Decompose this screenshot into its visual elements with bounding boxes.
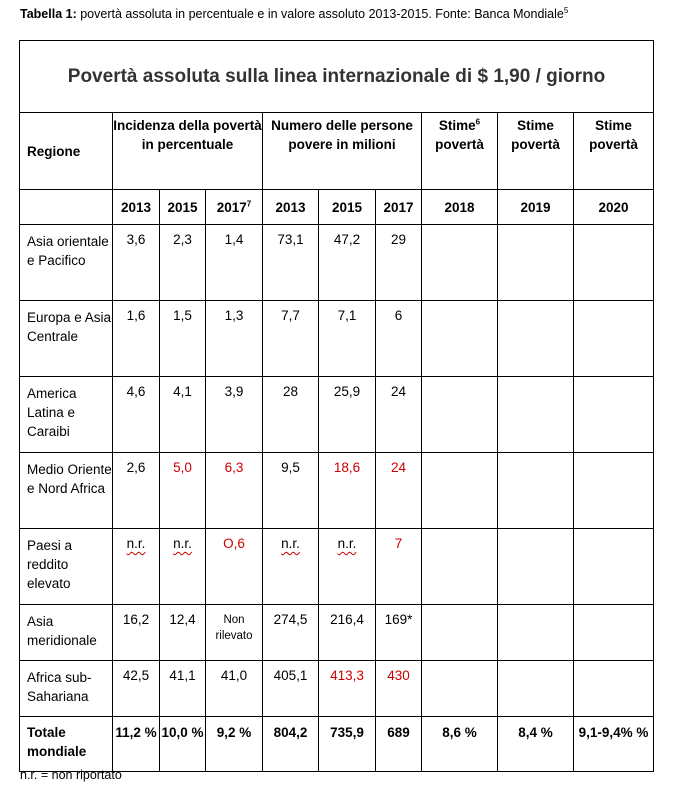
region-name: America Latina e Caraibi [20, 377, 113, 453]
header-estimate-2018-word: Stime [438, 118, 476, 133]
data-cell-highlighted: 413,3 [319, 661, 376, 717]
data-cell [113, 529, 160, 605]
year-incidence-2017-note: 7 [246, 199, 252, 208]
total-row [20, 717, 654, 772]
data-cell: 42,5 [113, 661, 160, 717]
empty-cell [422, 605, 498, 661]
year-cell-blank [20, 190, 113, 225]
empty-cell [422, 377, 498, 453]
data-cell [160, 529, 206, 605]
data-cell [319, 529, 376, 605]
data-cell: 3,6 [113, 225, 160, 301]
table-row [20, 225, 654, 301]
empty-cell [422, 453, 498, 529]
year-count-2017: 2017 [376, 190, 422, 225]
footnote [20, 768, 122, 782]
total-cell: 735,9 [319, 717, 376, 772]
year-count-2015: 2015 [319, 190, 376, 225]
data-cell: 41,1 [160, 661, 206, 717]
header-incidence: Incidenza della povertà in percentuale [113, 113, 263, 190]
header-estimate-2018-note: 6 [475, 117, 481, 127]
empty-cell [498, 605, 574, 661]
data-cell: 73,1 [263, 225, 319, 301]
empty-cell [574, 661, 654, 717]
data-cell: 6 [376, 301, 422, 377]
region-name: Africa sub-Sahariana [20, 661, 113, 717]
header-estimate-2018 [422, 113, 498, 190]
data-cell-highlighted: 430 [376, 661, 422, 717]
region-name: Europa e Asia Centrale [20, 301, 113, 377]
year-estimate-2020: 2020 [574, 190, 654, 225]
data-cell-highlighted: 24 [376, 453, 422, 529]
total-estimate-2020: 9,1-9,4% % [574, 717, 654, 772]
data-cell: 405,1 [263, 661, 319, 717]
poverty-table [19, 40, 654, 772]
total-cell: 11,2 % [113, 717, 160, 772]
data-cell: 28 [263, 377, 319, 453]
region-name: Medio Oriente e Nord Africa [20, 453, 113, 529]
data-cell: 24 [376, 377, 422, 453]
year-incidence-2017-label: 2017 [216, 199, 247, 215]
empty-cell [574, 453, 654, 529]
data-cell-highlighted: 6,3 [206, 453, 263, 529]
data-cell: 47,2 [319, 225, 376, 301]
data-cell [263, 529, 319, 605]
table-row [20, 377, 654, 453]
footnote-text: n.r. = non riportato [20, 768, 122, 782]
empty-cell [574, 605, 654, 661]
data-cell: 41,0 [206, 661, 263, 717]
region-name: Asia orientale e Pacifico [20, 225, 113, 301]
year-incidence-2013: 2013 [113, 190, 160, 225]
caption-text: povertà assoluta in percentuale e in valore assoluto 2013-2015. Fonte: Banca Mondiale [76, 7, 564, 21]
year-estimate-2018: 2018 [422, 190, 498, 225]
total-estimate-2018: 8,6 % [422, 717, 498, 772]
empty-cell [498, 377, 574, 453]
table-row [20, 605, 654, 661]
data-cell: 1,6 [113, 301, 160, 377]
empty-cell [498, 529, 574, 605]
data-cell: 1,4 [206, 225, 263, 301]
empty-cell [498, 661, 574, 717]
empty-cell [498, 301, 574, 377]
year-incidence-2017 [206, 190, 263, 225]
data-cell-highlighted: 7 [376, 529, 422, 605]
year-count-2013: 2013 [263, 190, 319, 225]
empty-cell [574, 225, 654, 301]
not-reported-mark: n.r. [281, 536, 300, 551]
data-cell: 1,5 [160, 301, 206, 377]
region-name: Asia meridionale [20, 605, 113, 661]
empty-cell [422, 301, 498, 377]
data-cell: 9,5 [263, 453, 319, 529]
not-reported-mark: n.r. [126, 536, 146, 551]
data-cell: 216,4 [319, 605, 376, 661]
data-cell: 7,7 [263, 301, 319, 377]
data-cell: 2,6 [113, 453, 160, 529]
data-cell: 4,1 [160, 377, 206, 453]
table-row [20, 661, 654, 717]
not-reported-mark: n.r. [173, 536, 192, 551]
header-estimate-2019: Stime povertà [498, 113, 574, 190]
data-cell: 274,5 [263, 605, 319, 661]
table-title: Povertà assoluta sulla linea internazionale di $ 1,90 / giorno [20, 41, 654, 113]
data-cell: 1,3 [206, 301, 263, 377]
data-cell-highlighted: O,6 [206, 529, 263, 605]
empty-cell [574, 377, 654, 453]
data-cell: 16,2 [113, 605, 160, 661]
data-cell: 25,9 [319, 377, 376, 453]
year-estimate-2019: 2019 [498, 190, 574, 225]
empty-cell [498, 225, 574, 301]
total-cell: 10,0 % [160, 717, 206, 772]
data-cell: 12,4 [160, 605, 206, 661]
not-reported-mark: n.r. [337, 536, 357, 551]
caption-note-ref: 5 [563, 5, 569, 15]
total-cell: 689 [376, 717, 422, 772]
caption-label: Tabella 1: [20, 7, 77, 21]
year-incidence-2015: 2015 [160, 190, 206, 225]
table-row [20, 529, 654, 605]
header-estimate-2020: Stime povertà [574, 113, 654, 190]
total-cell: 9,2 % [206, 717, 263, 772]
empty-cell [422, 529, 498, 605]
empty-cell [498, 453, 574, 529]
table-caption [20, 7, 568, 21]
data-cell-not-detected: Non rilevato [206, 605, 263, 661]
table-row [20, 453, 654, 529]
data-cell: 2,3 [160, 225, 206, 301]
data-cell: 7,1 [319, 301, 376, 377]
empty-cell [422, 225, 498, 301]
region-name: Paesi a reddito elevato [20, 529, 113, 605]
data-cell: 169* [376, 605, 422, 661]
header-count: Numero delle persone povere in milioni [263, 113, 422, 190]
total-label: Totale mondiale [20, 717, 113, 772]
header-region: Regione [20, 113, 113, 190]
total-cell: 804,2 [263, 717, 319, 772]
empty-cell [422, 661, 498, 717]
data-cell: 4,6 [113, 377, 160, 453]
data-cell-highlighted: 5,0 [160, 453, 206, 529]
data-cell: 29 [376, 225, 422, 301]
empty-cell [574, 301, 654, 377]
data-cell-highlighted: 18,6 [319, 453, 376, 529]
table-row [20, 301, 654, 377]
total-estimate-2019: 8,4 % [498, 717, 574, 772]
header-estimate-2018-rest: povertà [435, 137, 484, 152]
data-cell: 3,9 [206, 377, 263, 453]
empty-cell [574, 529, 654, 605]
